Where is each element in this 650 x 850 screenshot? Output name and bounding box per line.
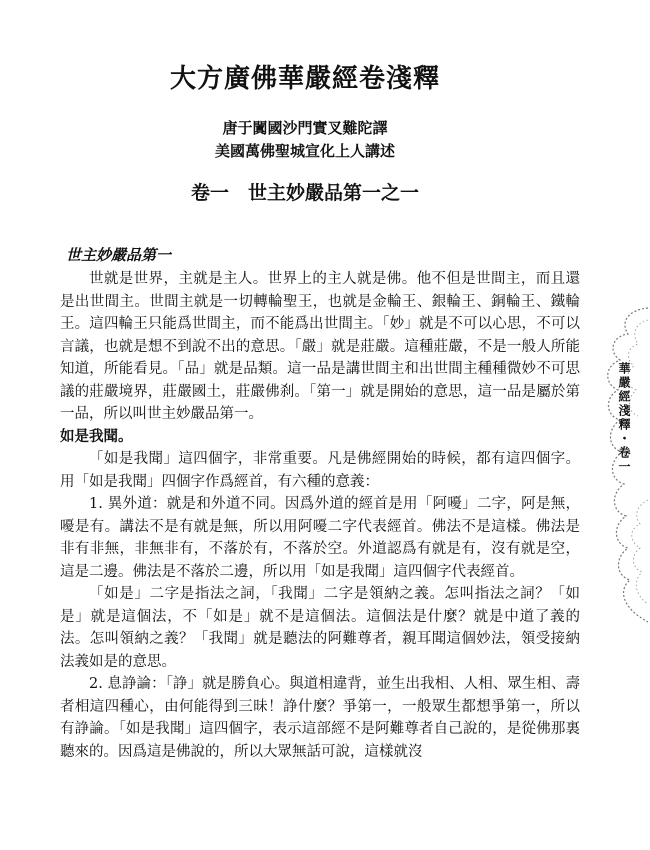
paragraph-rushi: 「如是我聞」這四個字，非常重要。凡是佛經開始的時候，都有這四個字。用「如是我聞」四個字作爲經首，有六種的意義： [60, 451, 580, 490]
book-title: 大方廣佛華嚴經卷淺釋 [169, 64, 440, 94]
side-running-title: 華嚴經淺釋・卷一 [617, 362, 631, 474]
paragraph-point-2: 2. 息諍論：「諍」就是勝負心。與道相違背，並生出我相、人相、眾生相、壽者相這四種心，由何能得到三昧！諍什麼？爭第一，一般眾生都想爭第一，所以有諍論。「如是我聞」這四個字，表示這部經不是阿難尊者自己說的，是從佛那裏聽來的。因爲這是佛說的，所以大眾無話可說，這樣就沒 [60, 676, 580, 760]
sutra-line: 如是我聞。 [60, 427, 133, 445]
chapter-heading: 卷一 世主妙嚴品第一之一 [190, 182, 419, 204]
translator-credit: 唐于闐國沙門實叉難陀譯 [222, 119, 388, 137]
lecturer-credit: 美國萬佛聖城宣化上人講述 [214, 142, 395, 160]
paragraph-rushi-explain: 「如是」二字是指法之詞，「我聞」二字是領納之義。怎叫指法之詞？「如是」就是這個法，不「如是」就不是這個法。這個法是什麼？就是中道了義的法。怎叫領納之義？「我聞」就是聽法的阿難尊者，親耳聞這個妙法，領受接納法義如是的意思。 [60, 586, 580, 670]
paragraph-point-1: 1. 異外道：就是和外道不同。因爲外道的經首是用「阿嚘」二字，阿是無，嚘是有。講法不是有就是無，所以用阿嚘二字代表經首。佛法不是這樣。佛法是非有非無，非無非有，不落於有，不落於空。外道認爲有就是有，沒有就是空，這是二邊。佛法是不落於二邊，所以用「如是我聞」這四個字代表經首。 [60, 496, 580, 580]
section-heading: 世主妙嚴品第一 [66, 246, 172, 264]
body-text [60, 268, 580, 763]
paragraph-intro: 世就是世界，主就是主人。世界上的主人就是佛。他不但是世間主，而且還是出世間主。世間主就是一切轉輪聖王，也就是金輪王、銀輪王、銅輪王、鐵輪王。這四輪王只能爲世間主，而不能爲出世間主。「妙」就是不可以心思，不可以言議，也就是想不到說不出的意思。「嚴」就是莊嚴。這種莊嚴，不是一般人所能知道，所能看見。「品」就是品類。這一品是講世間主和出世間主種種微妙不可思議的莊嚴境界，莊嚴國土，莊嚴佛刹。「第一」就是開始的意思，這一品是屬於第一品，所以叫世主妙嚴品第一。 [60, 271, 580, 422]
